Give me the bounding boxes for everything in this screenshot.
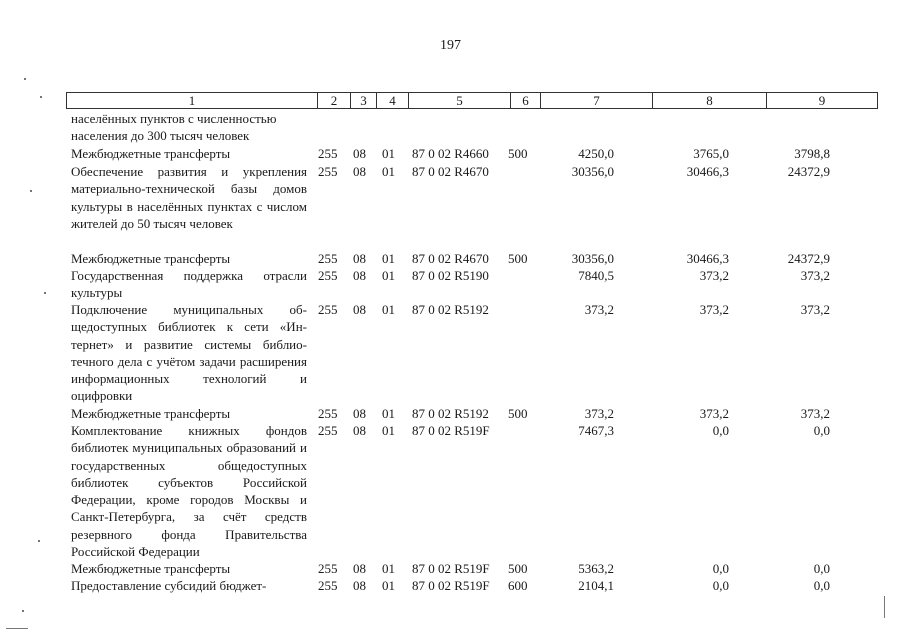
- cell-year2: 30466,3: [686, 164, 729, 179]
- cell-csr: 87 0 02 R4670: [412, 251, 489, 266]
- cell-section: 08: [353, 164, 366, 179]
- cell-section: 08: [353, 423, 366, 438]
- cell-subsection: 01: [382, 406, 395, 421]
- cell-csr: 87 0 02 R519F: [412, 561, 490, 576]
- row-description: Предоставление субсидий бюджет-: [71, 578, 267, 593]
- cell-year3: 373,2: [800, 406, 830, 421]
- header-col-1: 1: [67, 93, 318, 108]
- cell-admin: 255: [318, 164, 338, 179]
- cell-section: 08: [353, 251, 366, 266]
- scan-speck: [6, 628, 28, 629]
- scan-speck: [40, 96, 42, 98]
- cell-year1: 2104,1: [578, 578, 614, 593]
- scan-speck: [38, 540, 40, 542]
- page-number: 197: [440, 38, 461, 53]
- cell-year2: 373,2: [699, 302, 729, 317]
- cell-year3: 0,0: [813, 578, 830, 593]
- cell-subsection: 01: [382, 578, 395, 593]
- cell-section: 08: [353, 578, 366, 593]
- cell-vr: 500: [508, 561, 528, 576]
- row-description: Комплектование книжных фондов библиотек муниципальных образований и государственных общедоступных библиотек субъектов Российской Федерации, кроме городов Москвы и Санкт-Петербурга, за счёт средств резервного фонда Правительства Российской Федерации: [71, 423, 307, 560]
- cell-year1: 5363,2: [578, 561, 614, 576]
- cell-vr: 500: [508, 406, 528, 421]
- cell-section: 08: [353, 146, 366, 161]
- scan-speck: [24, 78, 26, 80]
- cell-csr: 87 0 02 R4660: [412, 146, 489, 161]
- header-col-8: 8: [653, 93, 767, 108]
- cell-year1: 373,2: [584, 302, 614, 317]
- cell-subsection: 01: [382, 423, 395, 438]
- header-col-9: 9: [818, 93, 826, 108]
- cell-admin: 255: [318, 268, 338, 283]
- row-description: Межбюджетные трансферты: [71, 406, 231, 421]
- row-description: Обеспечение развития и укрепления материально-технической базы домов культуры в населённых пунктах с числом жителей до 50 тысяч человек: [71, 164, 307, 231]
- header-col-2: 2: [318, 93, 351, 108]
- scan-speck: [22, 610, 24, 612]
- cell-admin: 255: [318, 406, 338, 421]
- cell-subsection: 01: [382, 268, 395, 283]
- cell-admin: 255: [318, 561, 338, 576]
- scan-speck: [30, 190, 32, 192]
- cell-year2: 0,0: [712, 561, 729, 576]
- cell-year3: 373,2: [800, 302, 830, 317]
- row-description: Межбюджетные трансферты: [71, 251, 231, 266]
- cell-subsection: 01: [382, 302, 395, 317]
- scan-speck: [884, 596, 885, 618]
- cell-vr: 500: [508, 251, 528, 266]
- cell-year3: 0,0: [813, 423, 830, 438]
- cell-subsection: 01: [382, 561, 395, 576]
- scan-speck: [44, 292, 46, 294]
- cell-year1: 4250,0: [578, 146, 614, 161]
- cell-year2: 0,0: [712, 423, 729, 438]
- cell-year1: 30356,0: [571, 251, 614, 266]
- cell-subsection: 01: [382, 164, 395, 179]
- row-description: Межбюджетные трансферты: [71, 561, 231, 576]
- cell-vr: 600: [508, 578, 528, 593]
- cell-admin: 255: [318, 251, 338, 266]
- cell-admin: 255: [318, 302, 338, 317]
- header-col-5: 5: [409, 93, 511, 108]
- header-col-4: 4: [377, 93, 409, 108]
- cell-csr: 87 0 02 R519F: [412, 423, 490, 438]
- cell-year3: 3798,8: [794, 146, 830, 161]
- cell-admin: 255: [318, 578, 338, 593]
- cell-year2: 3765,0: [693, 146, 729, 161]
- cell-year2: 30466,3: [686, 251, 729, 266]
- header-col-3: 3: [351, 93, 377, 108]
- cell-section: 08: [353, 406, 366, 421]
- cell-section: 08: [353, 268, 366, 283]
- cell-year2: 0,0: [712, 578, 729, 593]
- row-description: Подключение муниципальных общедоступных библиотек к сети «Интернет» и развитие системы библиотечного дела с учётом задачи расширения информационных технологий и оцифровки: [71, 302, 307, 404]
- cell-year1: 30356,0: [571, 164, 614, 179]
- cell-csr: 87 0 02 R5192: [412, 406, 489, 421]
- cell-year3: 24372,9: [787, 251, 830, 266]
- cell-year1: 7467,3: [578, 423, 614, 438]
- header-col-6: 6: [511, 93, 541, 108]
- cell-year3: 373,2: [800, 268, 830, 283]
- cell-vr: 500: [508, 146, 528, 161]
- cell-csr: 87 0 02 R5190: [412, 268, 489, 283]
- cell-year2: 373,2: [699, 268, 729, 283]
- cell-csr: 87 0 02 R4670: [412, 164, 489, 179]
- cell-year2: 373,2: [699, 406, 729, 421]
- cell-csr: 87 0 02 R519F: [412, 578, 490, 593]
- cell-admin: 255: [318, 146, 338, 161]
- row-description: населённых пунктов с численностью населения до 300 тысяч человек: [71, 111, 277, 144]
- cell-subsection: 01: [382, 251, 395, 266]
- row-description: Межбюджетные трансферты: [71, 146, 231, 161]
- cell-csr: 87 0 02 R5192: [412, 302, 489, 317]
- row-description: Государственная поддержка отрасли культуры: [71, 268, 307, 301]
- cell-section: 08: [353, 302, 366, 317]
- cell-section: 08: [353, 561, 366, 576]
- cell-admin: 255: [318, 423, 338, 438]
- cell-subsection: 01: [382, 146, 395, 161]
- cell-year1: 7840,5: [578, 268, 614, 283]
- cell-year3: 0,0: [813, 561, 830, 576]
- cell-year3: 24372,9: [787, 164, 830, 179]
- cell-year1: 373,2: [584, 406, 614, 421]
- header-col-7: 7: [541, 93, 653, 108]
